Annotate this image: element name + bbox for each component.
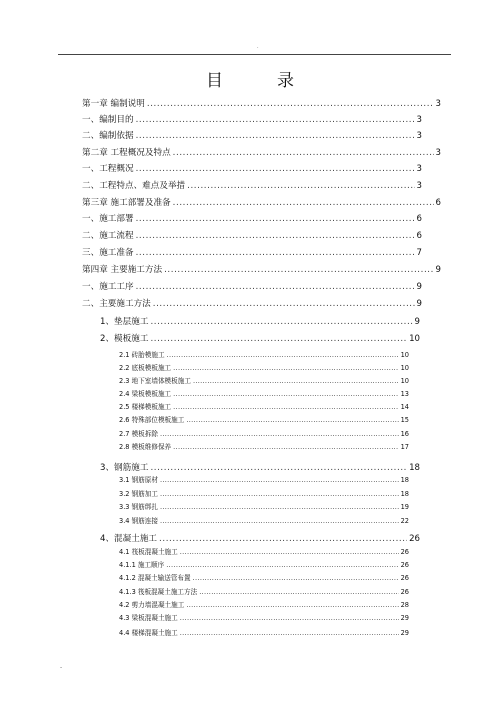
toc-entry-page: 16 (400, 430, 409, 438)
toc-entry[interactable] (82, 97, 441, 111)
toc-leader-dots (186, 601, 398, 609)
toc-entry-page: 3 (435, 99, 441, 109)
toc-leader-dots (173, 390, 398, 398)
toc-entry[interactable] (119, 428, 409, 438)
toc-entry-page: 17 (400, 443, 409, 451)
toc-entry[interactable] (119, 515, 409, 525)
toc-leader-dots (150, 334, 407, 344)
toc-entry[interactable] (82, 162, 422, 176)
toc-entry-page: 9 (414, 317, 420, 327)
toc-entry-label: 一、工程概况 (82, 164, 134, 174)
toc-entry-page: 9 (416, 282, 422, 292)
toc-leader-dots (193, 574, 399, 582)
toc-entry[interactable] (119, 612, 409, 622)
toc-entry-label: 3.4 钢筋连接 (119, 517, 158, 525)
toc-entry[interactable] (119, 388, 409, 398)
toc-leader-dots (160, 517, 399, 525)
toc-leader-dots (136, 231, 415, 241)
toc-leader-dots (136, 214, 415, 224)
toc-entry[interactable] (100, 315, 420, 329)
toc-entry-label: 二、工程特点、难点及举措 (82, 181, 186, 191)
title-char-left: 目 (206, 71, 223, 91)
toc-entry-page: 10 (400, 351, 409, 359)
toc-leader-dots (199, 588, 398, 596)
toc-entry-label: 4.3 梁板混凝土施工 (119, 614, 178, 622)
toc-entry-label: 一、施工工序 (82, 282, 134, 292)
toc-leader-dots (136, 282, 415, 292)
toc-entry-page: 26 (400, 548, 409, 556)
toc-entry[interactable] (119, 559, 409, 569)
toc-entry[interactable] (119, 627, 409, 637)
toc-entry-label: 第四章 主要施工方法 (82, 265, 163, 275)
toc-entry-page: 3 (416, 164, 422, 174)
toc-leader-dots (186, 416, 398, 424)
toc-entry-label: 3、钢筋施工 (100, 463, 149, 473)
toc-entry-label: 2.3 地下室墙体模板施工 (119, 377, 191, 385)
toc-entry-page: 9 (435, 265, 441, 275)
toc-entry-page: 3 (416, 115, 422, 125)
toc-entry-label: 2.5 楼梯模板施工 (119, 403, 172, 411)
toc-leader-dots (153, 299, 415, 309)
toc-entry-page: 15 (400, 416, 409, 424)
toc-entry-label: 2、模板施工 (100, 334, 149, 344)
toc-leader-dots (147, 99, 434, 109)
toc-entry[interactable] (119, 474, 409, 484)
toc-entry-label: 一、施工部署 (82, 214, 134, 224)
toc-entry-page: 6 (435, 198, 441, 208)
toc-leader-dots (136, 115, 415, 125)
toc-entry-page: 10 (400, 364, 409, 372)
toc-entry-label: 2.7 模板拆除 (119, 430, 158, 438)
toc-entry[interactable] (119, 441, 409, 451)
toc-entry[interactable] (82, 263, 441, 277)
toc-entry[interactable] (119, 349, 409, 359)
toc-leader-dots (164, 265, 433, 275)
toc-entry-label: 3.2 钢筋加工 (119, 490, 158, 498)
toc-entry[interactable] (82, 212, 422, 226)
toc-entry-page: 10 (400, 377, 409, 385)
toc-entry-page: 29 (400, 629, 409, 637)
toc-entry-label: 4.1.3 筏板混凝土施工方法 (119, 588, 198, 596)
toc-leader-dots (160, 430, 399, 438)
toc-entry-label: 2.2 底板模板施工 (119, 364, 172, 372)
toc-entry[interactable] (119, 488, 409, 498)
toc-entry-page: 26 (400, 588, 409, 596)
toc-leader-dots (136, 164, 415, 174)
toc-entry-label: 4.1.2 混凝土输送管布置 (119, 574, 191, 582)
toc-entry-label: 二、施工流程 (82, 231, 134, 241)
title-char-right: 录 (277, 71, 294, 91)
toc-entry[interactable] (100, 461, 420, 475)
toc-entry-label: 第一章 编制说明 (82, 99, 145, 109)
toc-entry[interactable] (100, 332, 420, 346)
toc-entry-page: 10 (409, 334, 420, 344)
toc-entry[interactable] (82, 113, 422, 127)
toc-entry-label: 二、主要施工方法 (82, 299, 151, 309)
toc-entry[interactable] (119, 375, 409, 385)
toc-entry-label: 第二章 工程概况及特点 (82, 148, 171, 158)
toc-entry-page: 14 (400, 403, 409, 411)
toc-entry-page: 3 (416, 131, 422, 141)
toc-entry-label: 4.4 楼梯混凝土施工 (119, 629, 178, 637)
toc-leader-dots (173, 198, 434, 208)
toc-entry-label: 2.1 砖胎模施工 (119, 351, 165, 359)
toc-entry-page: 9 (416, 299, 422, 309)
toc-leader-dots (160, 503, 399, 511)
toc-entry-label: 2.6 特殊部位模板施工 (119, 416, 185, 424)
toc-entry[interactable] (82, 179, 422, 193)
toc-leader-dots (150, 463, 407, 473)
toc-leader-dots (173, 364, 398, 372)
toc-entry-page: 6 (416, 214, 422, 224)
toc-entry-label: 4、混凝土施工 (100, 534, 158, 544)
toc-entry-page: 18 (400, 490, 409, 498)
toc-entry-label: 1、垫层施工 (100, 317, 149, 327)
toc-entry-label: 一、编制目的 (82, 115, 134, 125)
toc-entry-label: 二、编制依据 (82, 131, 134, 141)
toc-entry-page: 13 (400, 390, 409, 398)
toc-entry[interactable] (82, 297, 422, 311)
toc-entry[interactable] (82, 146, 441, 160)
toc-entry-label: 4.2 剪力墙混凝土施工 (119, 601, 185, 609)
toc-entry-label: 4.1.1 施工顺序 (119, 561, 165, 569)
page-title (0, 66, 500, 91)
toc-entry-page: 28 (400, 601, 409, 609)
toc-entry-page: 3 (416, 181, 422, 191)
toc-leader-dots (160, 476, 399, 484)
toc-entry[interactable] (82, 229, 422, 243)
toc-entry[interactable] (119, 401, 409, 411)
toc-leader-dots (166, 561, 398, 569)
toc-entry[interactable] (119, 501, 409, 511)
toc-entry[interactable] (82, 196, 441, 210)
toc-entry-page: 6 (416, 231, 422, 241)
toc-entry[interactable] (82, 280, 422, 294)
toc-leader-dots (187, 181, 414, 191)
toc-entry[interactable] (82, 246, 422, 260)
toc-entry-label: 4.1 筏板混凝土施工 (119, 548, 178, 556)
toc-leader-dots (159, 534, 407, 544)
toc-entry-label: 第三章 施工部署及准备 (82, 198, 171, 208)
toc-leader-dots (180, 548, 399, 556)
toc-entry-page: 18 (400, 476, 409, 484)
toc-leader-dots (180, 614, 399, 622)
toc-entry-page: 18 (409, 463, 420, 473)
toc-leader-dots (167, 351, 399, 359)
toc-leader-dots (173, 403, 398, 411)
toc-entry-page: 3 (435, 148, 441, 158)
toc-entry[interactable] (119, 572, 409, 582)
toc-entry-page: 19 (400, 503, 409, 511)
toc-entry[interactable] (119, 362, 409, 372)
toc-entry-page: 29 (400, 614, 409, 622)
toc-entry[interactable] (100, 532, 420, 546)
toc-entry-label: 2.8 模板维修保养 (119, 443, 172, 451)
toc-entry-label: 3.1 钢筋原材 (119, 476, 158, 484)
toc-entry-label: 三、施工准备 (82, 248, 134, 258)
toc-entry[interactable] (119, 586, 409, 596)
toc-entry-label: 3.3 钢筋绑扎 (119, 503, 158, 511)
toc-entry-page: 26 (409, 534, 420, 544)
footer-mark: - (60, 664, 63, 671)
toc-entry-page: 26 (400, 574, 409, 582)
header-rule (58, 54, 451, 55)
toc-leader-dots (173, 148, 434, 158)
toc-leader-dots (180, 629, 399, 637)
toc-entry[interactable] (119, 599, 409, 609)
toc-leader-dots (150, 317, 412, 327)
toc-leader-dots (136, 248, 415, 258)
toc-entry-page: 7 (416, 248, 422, 258)
toc-entry-page: 26 (400, 561, 409, 569)
toc-leader-dots (160, 490, 399, 498)
toc-entry-page: 22 (400, 517, 409, 525)
toc-leader-dots (173, 443, 398, 451)
toc-entry[interactable] (119, 414, 409, 424)
toc-leader-dots (136, 131, 415, 141)
header-mark: . (257, 44, 259, 50)
toc-entry[interactable] (82, 129, 422, 143)
toc-leader-dots (193, 377, 399, 385)
toc-entry[interactable] (119, 546, 409, 556)
toc-entry-label: 2.4 梁板模板施工 (119, 390, 172, 398)
